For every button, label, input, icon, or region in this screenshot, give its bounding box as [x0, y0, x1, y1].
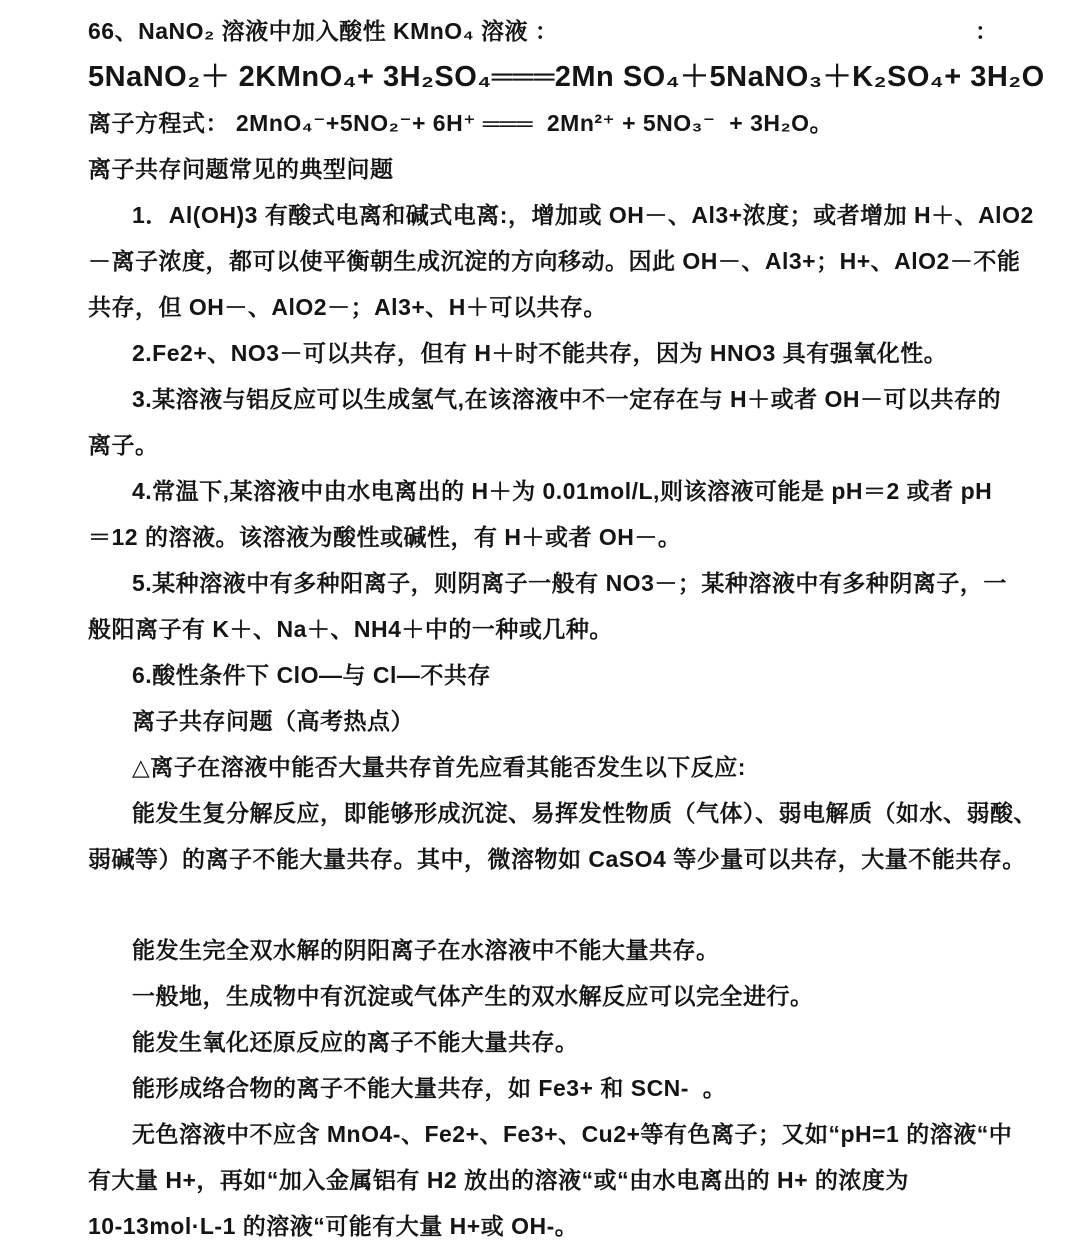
- line-text: 一般地，生成物中有沉淀或气体产生的双水解反应可以完全进行。: [132, 983, 814, 1009]
- text-line: [88, 1203, 1080, 1249]
- text-line: [88, 376, 1080, 422]
- text-line: [88, 973, 1080, 1019]
- text-line: [88, 192, 1080, 238]
- text-line: [88, 1019, 1080, 1065]
- line-text: 5NaNO₂＋ 2KMnO₄+ 3H₂SO₄═══2Mn SO₄＋5NaNO₃＋K₂SO₄+ 3H₂O: [88, 61, 1045, 93]
- line-text: △离子在溶液中能否大量共存首先应看其能否发生以下反应:: [132, 754, 746, 780]
- line-text: 离子共存问题常见的典型问题: [88, 156, 394, 182]
- line-text: 1．Al(OH)3 有酸式电离和碱式电离:，增加或 OH－、Al3+浓度；或者增加 H＋、AlO2: [132, 202, 1034, 228]
- text-line: [88, 1065, 1080, 1111]
- line-text: －离子浓度，都可以使平衡朝生成沉淀的方向移动。因此 OH－、Al3+；H+、AlO2－不能: [88, 248, 1021, 274]
- line-text: 3.某溶液与铝反应可以生成氢气,在该溶液中不一定存在与 H＋或者 OH－可以共存的: [132, 386, 1001, 412]
- text-line: [88, 1157, 1080, 1203]
- line-text: 共存，但 OH－、AlO2－；Al3+、H＋可以共存。: [88, 294, 607, 320]
- line-text: 5.某种溶液中有多种阳离子，则阴离子一般有 NO3－；某种溶液中有多种阴离子，一: [132, 570, 1007, 596]
- text-line: [88, 54, 1080, 100]
- text-line: [88, 514, 1080, 560]
- text-line: [88, 1111, 1080, 1157]
- line-text: 能形成络合物的离子不能大量共存，如 Fe3+ 和 SCN- 。: [132, 1075, 727, 1101]
- line-text: 能发生氧化还原反应的离子不能大量共存。: [132, 1029, 579, 1055]
- line-text: 能发生完全双水解的阴阳离子在水溶液中不能大量共存。: [132, 937, 720, 963]
- text-line: [88, 146, 1080, 192]
- line-text: 有大量 H+，再如“加入金属铝有 H2 放出的溶液“或“由水电离出的 H+ 的浓度为: [88, 1167, 909, 1193]
- text-line: [88, 8, 1080, 54]
- text-line: [88, 422, 1080, 468]
- text-line: [88, 606, 1080, 652]
- line-text: 能发生复分解反应，即能够形成沉淀、易挥发性物质（气体）、弱电解质（如水、弱酸、: [132, 800, 1037, 826]
- text-line: [88, 100, 1080, 146]
- line-text: ＝12 的溶液。该溶液为酸性或碱性，有 H＋或者 OH－。: [88, 524, 682, 550]
- text-line: [88, 744, 1080, 790]
- text-line: [88, 560, 1080, 606]
- text-line: [88, 330, 1080, 376]
- line-text: 10-13mol·L-1 的溶液“可能有大量 H+或 OH-。: [88, 1213, 579, 1239]
- text-line: [88, 284, 1080, 330]
- text-line: [88, 698, 1080, 744]
- text-line: [88, 238, 1080, 284]
- line-text: 离子。: [88, 432, 159, 458]
- text-line: [88, 468, 1080, 514]
- text-line: [88, 652, 1080, 698]
- line-right-colon: ：: [975, 18, 999, 44]
- line-text: 4.常温下,某溶液中由水电离出的 H＋为 0.01mol/L,则该溶液可能是 pH＝2 或者 pH: [132, 478, 993, 504]
- line-text: 离子方程式： 2MnO₄⁻+5NO₂⁻+ 6H⁺ ═══ 2Mn²⁺ + 5NO₃⁻ + 3H₂O。: [88, 110, 834, 136]
- line-text: 弱碱等）的离子不能大量共存。其中，微溶物如 CaSO4 等少量可以共存，大量不能共存。: [88, 846, 1026, 872]
- text-line: [88, 927, 1080, 973]
- line-text: 般阳离子有 K＋、Na＋、NH4＋中的一种或几种。: [88, 616, 613, 642]
- line-text: 66、NaNO₂ 溶液中加入酸性 KMnO₄ 溶液 ：: [88, 18, 559, 44]
- line-text: 2.Fe2+、NO3－可以共存，但有 H＋时不能共存，因为 HNO3 具有强氧化性。: [132, 340, 948, 366]
- line-text: 6.酸性条件下 ClO—与 Cl—不共存: [132, 662, 491, 688]
- line-text: 离子共存问题（高考热点）: [132, 708, 414, 734]
- text-line: [88, 836, 1080, 882]
- line-text: 无色溶液中不应含 MnO4-、Fe2+、Fe3+、Cu2+等有色离子；又如“pH=1 的溶液“中: [132, 1121, 1013, 1147]
- text-line: [88, 790, 1080, 836]
